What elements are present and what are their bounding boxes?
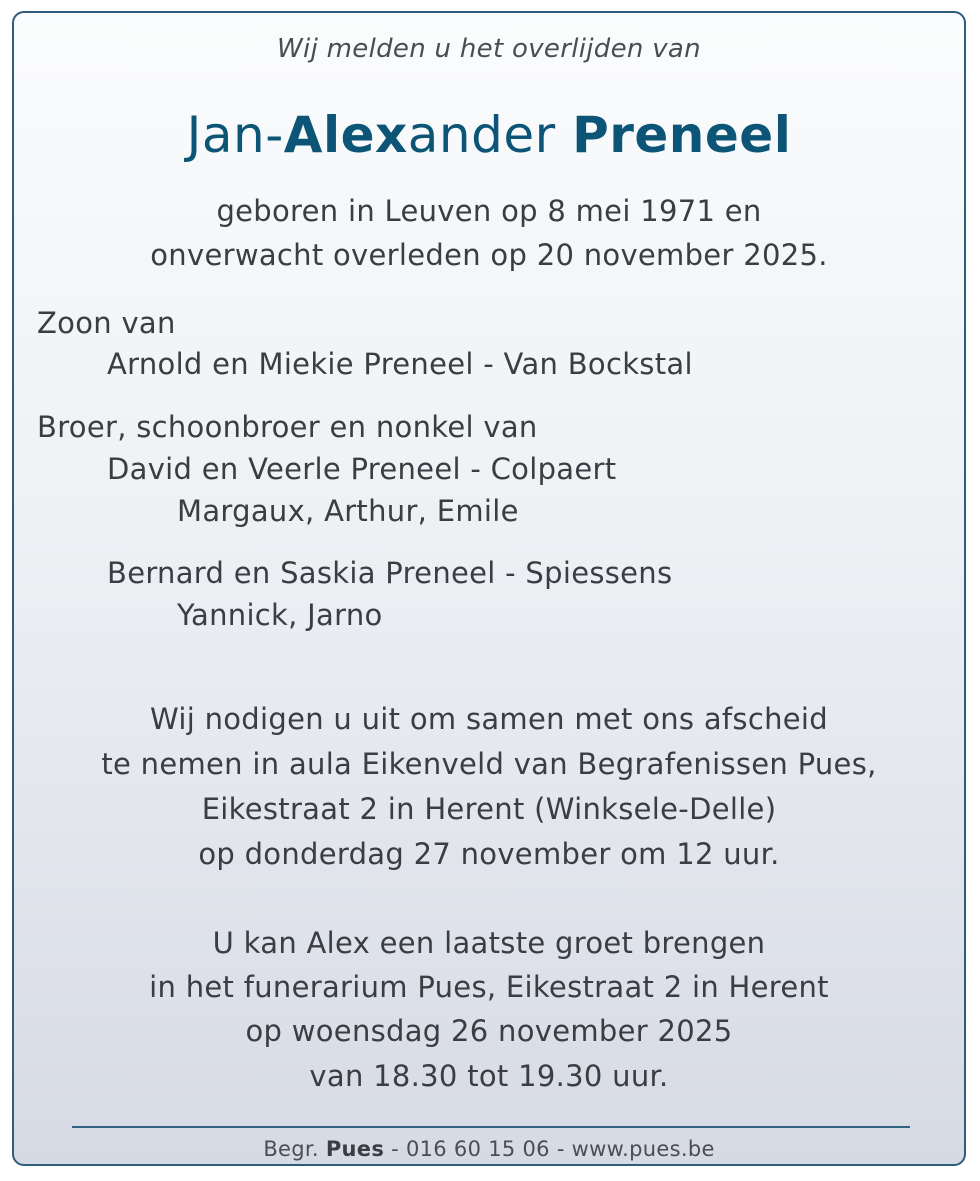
invitation-line-1: Wij nodigen u uit om samen met ons afscheid [150,702,828,736]
parents-names: Arnold en Miekie Preneel - Van Bockstal [107,347,693,381]
sibling-1-children: Margaux, Arthur, Emile [177,494,519,528]
sibling-2-children: Yannick, Jarno [177,598,383,632]
footer-contact: - 016 60 15 06 - www.pues.be [384,1137,715,1161]
birth-line-2: onverwacht overleden op 20 november 2025. [150,238,828,272]
name-part-4: Preneel [572,106,792,164]
invitation-line-4: op donderdag 27 november om 12 uur. [198,837,780,871]
footer-text [14,1135,964,1163]
footer-divider [72,1126,910,1128]
deceased-name [14,105,964,165]
name-part-1: Jan- [186,106,284,164]
intro-text: Wij melden u het overlijden van [277,34,701,64]
name-part-2: Alex [283,106,408,164]
name-part-3: ander [407,106,573,164]
footer-prefix: Begr. [263,1137,326,1161]
son-label: Zoon van [37,306,176,340]
visitation-line-2: in het funerarium Pues, Eikestraat 2 in Herent [149,970,829,1004]
invitation-line-3: Eikestraat 2 in Herent (Winksele-Delle) [201,792,777,826]
sibling-1: David en Veerle Preneel - Colpaert [107,452,617,486]
birth-line-1: geboren in Leuven op 8 mei 1971 en [216,194,762,228]
sibling-label: Broer, schoonbroer en nonkel van [37,410,538,444]
sibling-2: Bernard en Saskia Preneel - Spiessens [107,556,673,590]
visitation-line-4: van 18.30 tot 19.30 uur. [309,1059,669,1093]
invitation-line-2: te nemen in aula Eikenveld van Begrafenissen Pues, [101,747,877,781]
visitation-line-1: U kan Alex een laatste groet brengen [212,926,766,960]
obituary-card [12,11,966,1166]
visitation-line-3: op woensdag 26 november 2025 [245,1014,733,1048]
footer-company: Pues [325,1137,385,1161]
